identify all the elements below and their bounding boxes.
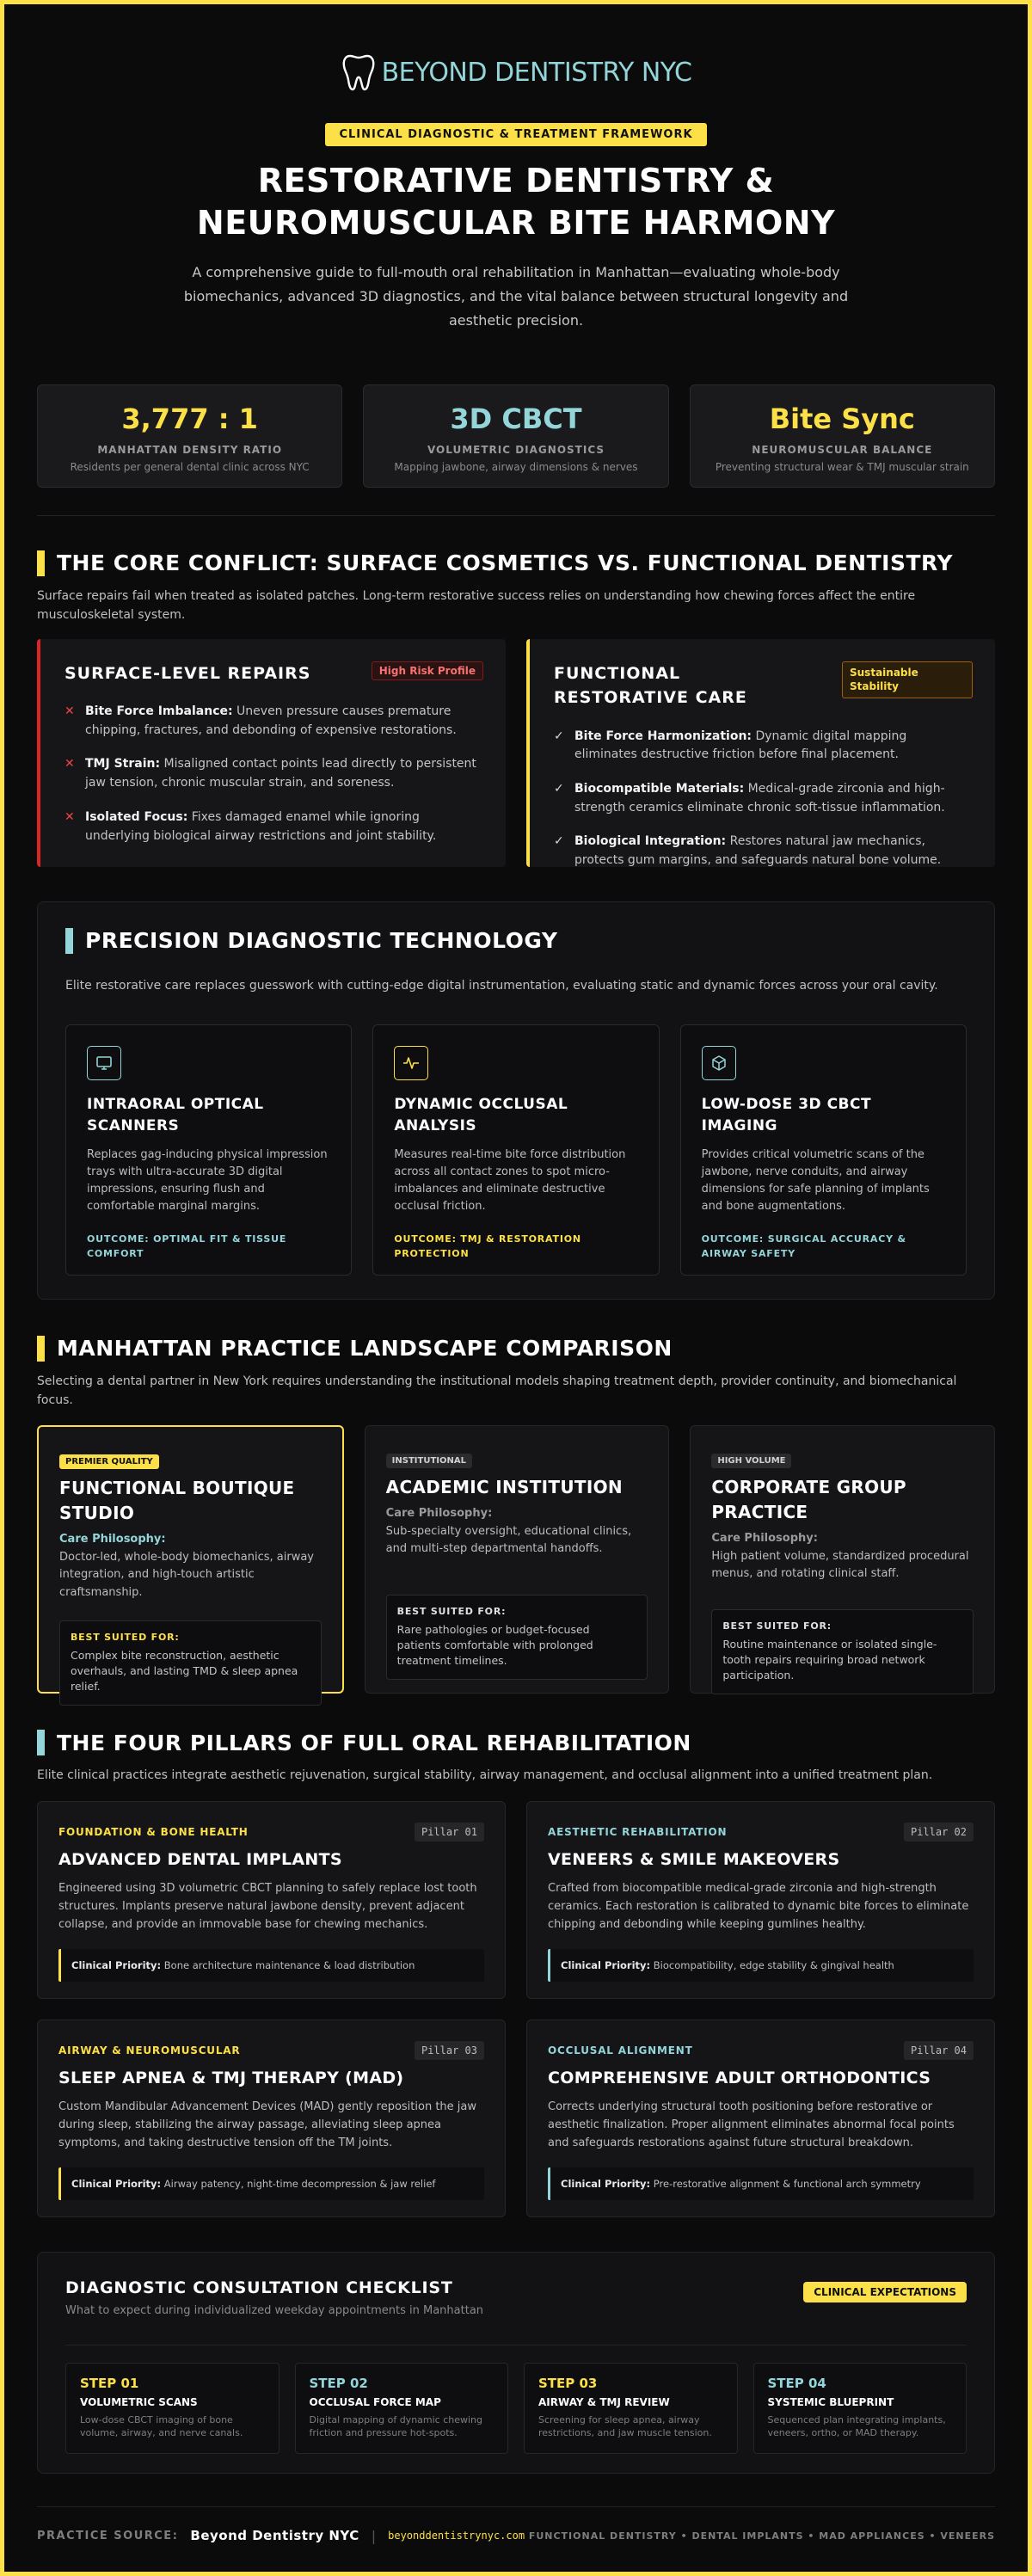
step-title: OCCLUSAL FORCE MAP	[309, 2395, 441, 2408]
tech-outcome: OUTCOME: OPTIMAL FIT & TISSUE COMFORT	[87, 1233, 287, 1260]
stats-row	[37, 384, 995, 488]
monitor-icon	[87, 1046, 121, 1080]
pillar-title: SLEEP APNEA & TMJ THERAPY (MAD)	[58, 2068, 404, 2087]
practice-tag: HIGH VOLUME	[711, 1454, 791, 1468]
framework-tag: CLINICAL DIAGNOSTIC & TREATMENT FRAMEWORK	[325, 123, 706, 146]
section-accent-bar	[37, 550, 45, 576]
best-suited-text: Rare pathologies or budget-focused patients comfortable with prolonged treatment timelines.	[396, 1622, 593, 1667]
section-title-text: THE FOUR PILLARS OF FULL ORAL REHABILITATION	[57, 1730, 691, 1755]
check-icon: ✓	[554, 781, 564, 796]
section-divider	[37, 515, 995, 516]
pillar-desc: Custom Mandibular Advancement Devices (MAD) gently reposition the jaw during sleep, stabilizing the airway passage, alleviating sleep apnea symptoms, and taking destructive tension off the TM joints.	[58, 2100, 477, 2149]
best-suited-box	[386, 1595, 648, 1680]
step-number: STEP 03	[538, 2375, 598, 2391]
expectations-badge: CLINICAL EXPECTATIONS	[803, 2282, 967, 2302]
page-title	[37, 160, 995, 245]
stat-value: 3,777 : 1	[121, 402, 258, 435]
step-card	[753, 2363, 968, 2454]
tech-desc: Provides critical volumetric scans of the jawbone, nerve conduits, and airway dimensions for safe planning of implants and bone augmentations.	[701, 1147, 930, 1214]
pillar-card	[37, 1801, 506, 1999]
pillar-desc: Engineered using 3D volumetric CBCT planning to safely replace lost tooth structures. Implants preserve natural jawbone density, prevent adjacent collapse, and provide an immovable base for chewing mechanics.	[58, 1881, 477, 1931]
pillar-desc: Corrects underlying structural tooth positioning before restorative or aesthetic finalization. Proper alignment eliminates abnormal focal points and safeguards restorations against future structural breakdown.	[548, 2100, 955, 2149]
list-item: ✕ Bite Force Imbalance: Uneven pressure causes premature chipping, fractures, and debonding of expensive restorations.	[64, 703, 483, 740]
step-card	[295, 2363, 509, 2454]
section-title	[37, 1336, 995, 1362]
practice-card-corporate	[690, 1425, 995, 1694]
stat-desc: Preventing structural wear & TMJ muscular strain	[715, 460, 969, 473]
pillar-category: AIRWAY & NEUROMUSCULAR	[58, 2044, 241, 2056]
cross-icon: ✕	[64, 757, 75, 772]
practice-name: Beyond Dentistry NYC	[190, 2528, 359, 2544]
best-suited-box	[59, 1620, 322, 1706]
cross-icon: ✕	[64, 809, 75, 824]
pillar-number: Pillar 01	[415, 1823, 484, 1841]
brand-name: BEYOND DENTISTRY NYC	[381, 57, 692, 88]
step-card	[524, 2363, 738, 2454]
pillar-number: Pillar 03	[415, 2041, 484, 2060]
section-subtitle: Selecting a dental partner in New York requires understanding the institutional models shaping treatment depth, provider continuity, and biomechanical focus.	[37, 1374, 957, 1407]
tech-card	[680, 1024, 967, 1276]
conflict-section	[37, 550, 995, 867]
pillar-card	[37, 2020, 506, 2217]
practice-tag: INSTITUTIONAL	[386, 1454, 472, 1468]
list-item: ✓ Biocompatible Materials: Medical-grade zirconia and high-strength ceramics eliminate chronic soft-tissue inflammation.	[554, 780, 973, 817]
stat-label: NEUROMUSCULAR BALANCE	[752, 443, 933, 456]
step-card	[65, 2363, 280, 2454]
stability-badge: Sustainable Stability	[842, 661, 973, 699]
title-line-2: NEUROMUSCULAR BITE HARMONY	[196, 204, 836, 243]
functional-care-card	[526, 639, 995, 867]
title-line-1: RESTORATIVE DENTISTRY &	[257, 162, 775, 200]
checklist-subtitle: What to expect during individualized weekday appointments in Manhattan	[65, 2303, 484, 2317]
best-suited-label: BEST SUITED FOR:	[396, 1605, 507, 1617]
philosophy-text: Doctor-led, whole-body biomechanics, airway integration, and high-touch artistic craftsmanship.	[59, 1551, 314, 1599]
section-title	[37, 550, 995, 576]
list-item: ✕ Isolated Focus: Fixes damaged enamel while ignoring underlying biological airway restrictions and joint stability.	[64, 808, 483, 845]
step-desc: Low-dose CBCT imaging of bone volume, airway, and nerve canals.	[80, 2413, 243, 2439]
practice-card-boutique	[37, 1425, 344, 1694]
section-subtitle: Surface repairs fail when treated as isolated patches. Long-term restorative success relies on understanding how chewing forces affect the entire musculoskeletal system.	[37, 588, 916, 623]
page-subtitle: A comprehensive guide to full-mouth oral rehabilitation in Manhattan—evaluating whole-body biomechanics, advanced 3D diagnostics, and the vital balance between structural longevity and aesthetic precision.	[183, 263, 849, 329]
pillar-title: VENEERS & SMILE MAKEOVERS	[548, 1849, 840, 1869]
practice-title: ACADEMIC INSTITUTION	[385, 1477, 623, 1498]
step-number: STEP 02	[309, 2375, 368, 2391]
stat-value: 3D CBCT	[450, 402, 582, 435]
card-title: FUNCTIONAL RESTORATIVE CARE	[554, 663, 747, 708]
check-icon: ✓	[554, 729, 564, 743]
clinical-priority: Clinical Priority: Bone architecture maintenance & load distribution	[58, 1949, 484, 1982]
pillar-category: FOUNDATION & BONE HEALTH	[58, 1825, 249, 1838]
section-subtitle: Elite clinical practices integrate aesthetic rejuvenation, surgical stability, airway management, and occlusal alignment into a unified treatment plan.	[37, 1768, 933, 1783]
stat-card	[690, 384, 995, 488]
section-accent-bar	[37, 1730, 45, 1755]
check-icon: ✓	[554, 834, 564, 849]
pulse-icon	[394, 1046, 428, 1080]
pillar-card	[526, 2020, 995, 2217]
tech-desc: Measures real-time bite force distribution across all contact zones to spot micro-imbalances and eliminate destructive occlusal friction.	[394, 1147, 626, 1214]
source-label: PRACTICE SOURCE:	[37, 2529, 179, 2542]
best-suited-box	[711, 1609, 974, 1694]
services-list: FUNCTIONAL DENTISTRY • DENTAL IMPLANTS • MAD APPLIANCES • VENEERS	[528, 2530, 995, 2542]
pillar-title: ADVANCED DENTAL IMPLANTS	[58, 1849, 342, 1869]
philosophy-text: Sub-specialty oversight, educational clinics, and multi-step departmental handoffs.	[385, 1525, 632, 1556]
section-title-text: MANHATTAN PRACTICE LANDSCAPE COMPARISON	[57, 1336, 673, 1362]
clinical-priority: Clinical Priority: Biocompatibility, edge stability & gingival health	[548, 1949, 974, 1982]
practice-card-academic	[365, 1425, 670, 1694]
list-item: ✕ TMJ Strain: Misaligned contact points lead directly to persistent jaw tension, chronic muscular strain, and soreness.	[64, 755, 483, 792]
footer-separator: |	[371, 2527, 377, 2544]
step-title: SYSTEMIC BLUEPRINT	[767, 2395, 894, 2408]
list-item: ✓ Bite Force Harmonization: Dynamic digital mapping eliminates destructive friction before final placement.	[554, 728, 973, 765]
clinical-priority: Clinical Priority: Airway patency, night-time decompression & jaw relief	[58, 2167, 484, 2200]
section-title-text: PRECISION DIAGNOSTIC TECHNOLOGY	[85, 928, 558, 954]
clinical-priority: Clinical Priority: Pre-restorative alignment & functional arch symmetry	[548, 2167, 974, 2200]
brand-logo	[37, 4, 995, 92]
philosophy-label: Care Philosophy:	[711, 1532, 818, 1546]
pillar-number: Pillar 02	[904, 1823, 974, 1841]
card-title: SURFACE-LEVEL REPAIRS	[64, 663, 311, 683]
practice-tag: PREMIER QUALITY	[59, 1454, 159, 1469]
stat-card	[37, 384, 342, 488]
section-accent-bar	[37, 1336, 45, 1362]
landscape-section	[37, 1336, 995, 1694]
pillar-title: COMPREHENSIVE ADULT ORTHODONTICS	[548, 2068, 931, 2087]
stat-desc: Residents per general dental clinic across NYC	[70, 460, 310, 473]
tech-card	[65, 1024, 352, 1276]
section-title	[37, 1730, 995, 1755]
surface-repairs-card	[37, 639, 506, 867]
best-suited-label: BEST SUITED FOR:	[71, 1631, 180, 1643]
step-desc: Sequenced plan integrating implants, veneers, ortho, or MAD therapy.	[767, 2413, 946, 2439]
step-number: STEP 01	[80, 2375, 139, 2391]
tech-title: LOW-DOSE 3D CBCT IMAGING	[701, 1095, 872, 1135]
risk-badge: High Risk Profile	[372, 661, 483, 680]
best-suited-label: BEST SUITED FOR:	[722, 1620, 832, 1632]
section-subtitle: Elite restorative care replaces guesswork with cutting-edge digital instrumentation, evaluating static and dynamic forces across your oral cavity.	[65, 978, 938, 993]
step-number: STEP 04	[767, 2375, 826, 2391]
pillar-category: OCCLUSAL ALIGNMENT	[548, 2044, 693, 2056]
step-desc: Screening for sleep apnea, airway restrictions, and jaw muscle tension.	[538, 2413, 712, 2439]
stat-label: VOLUMETRIC DIAGNOSTICS	[427, 443, 605, 456]
cube-icon	[702, 1046, 736, 1080]
pillar-card	[526, 1801, 995, 1999]
pillar-category: AESTHETIC REHABILITATION	[548, 1825, 728, 1838]
philosophy-text: High patient volume, standardized procedural menus, and rotating clinical staff.	[711, 1550, 969, 1581]
best-suited-text: Complex bite reconstruction, aesthetic overhauls, and lasting TMD & sleep apnea relief.	[71, 1648, 298, 1694]
step-title: AIRWAY & TMJ REVIEW	[538, 2395, 670, 2408]
pillar-number: Pillar 04	[904, 2041, 974, 2060]
tech-outcome: OUTCOME: TMJ & RESTORATION PROTECTION	[394, 1233, 581, 1260]
step-title: VOLUMETRIC SCANS	[80, 2395, 198, 2408]
page-footer	[37, 2506, 995, 2544]
philosophy-label: Care Philosophy:	[59, 1533, 166, 1546]
tech-desc: Replaces gag-inducing physical impression trays with ultra-accurate 3D digital impressions, ensuring flush and comfortable marginal margins.	[87, 1147, 328, 1214]
pillars-section	[37, 1730, 995, 2216]
consultation-checklist	[37, 2252, 995, 2474]
section-accent-bar	[65, 928, 73, 954]
tech-card	[372, 1024, 659, 1276]
tech-title: DYNAMIC OCCLUSAL ANALYSIS	[394, 1095, 568, 1135]
pillar-desc: Crafted from biocompatible medical-grade zirconia and high-strength ceramics. Each restoration is calibrated to dynamic bite forces to eliminate chipping and debonding while keeping gumlines healthy.	[548, 1881, 969, 1931]
list-item: ✓ Biological Integration: Restores natural jaw mechanics, protects gum margins, and safeguards natural bone volume.	[554, 833, 973, 870]
website-link[interactable]: beyonddentistrynyc.com	[388, 2530, 525, 2542]
practice-title: CORPORATE GROUP PRACTICE	[711, 1477, 906, 1523]
tooth-icon	[341, 52, 377, 92]
step-desc: Digital mapping of dynamic chewing friction and pressure hot-spots.	[309, 2413, 483, 2439]
practice-title: FUNCTIONAL BOUTIQUE STUDIO	[59, 1478, 295, 1524]
best-suited-text: Routine maintenance or isolated single-tooth repairs requiring broad network participation.	[722, 1637, 937, 1681]
precision-section	[37, 901, 995, 1300]
cross-icon: ✕	[64, 704, 75, 719]
tech-outcome: OUTCOME: SURGICAL ACCURACY & AIRWAY SAFETY	[701, 1233, 906, 1260]
tech-title: INTRAORAL OPTICAL SCANNERS	[87, 1095, 264, 1135]
section-title	[65, 928, 967, 954]
stat-label: MANHATTAN DENSITY RATIO	[97, 443, 283, 456]
stat-card	[363, 384, 668, 488]
stat-value: Bite Sync	[769, 402, 915, 435]
philosophy-label: Care Philosophy:	[385, 1507, 493, 1521]
stat-desc: Mapping jawbone, airway dimensions & nerves	[394, 460, 638, 473]
section-title-text: THE CORE CONFLICT: SURFACE COSMETICS VS. FUNCTIONAL DENTISTRY	[57, 550, 953, 576]
checklist-title: DIAGNOSTIC CONSULTATION CHECKLIST	[65, 2278, 453, 2297]
